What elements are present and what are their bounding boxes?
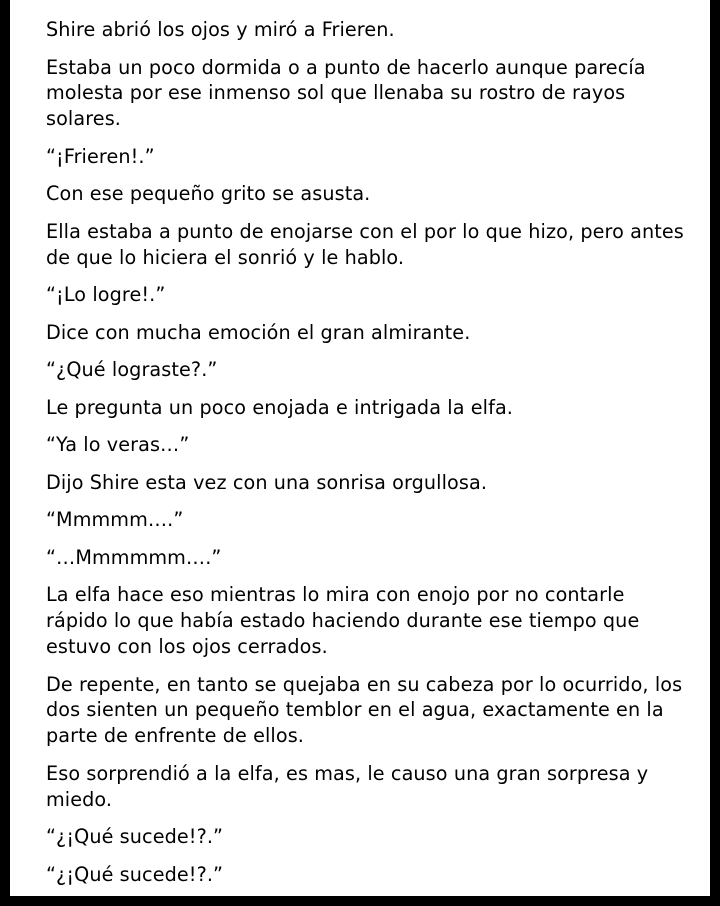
paragraph: “¡Frieren!.” [46,144,155,168]
paragraph: Shire abrió los ojos y miró a Frieren. [46,18,395,41]
paragraph: Dijo Shire esta vez con una sonrisa orgullosa. [46,470,488,494]
paragraph: “Ya lo veras…” [46,433,190,457]
paragraph: Eso sorprendió a la elfa, es mas, le causo una gran sorpresa y miedo. [46,761,649,811]
paragraph: Ella estaba a punto de enojarse con el por lo que hizo, pero antes de que lo hiciera el sonrió y le hablo. [46,219,684,269]
paragraph: “Mmmmm….” [46,508,184,532]
paragraph: “¡Lo logre!.” [46,283,166,307]
paragraph: La elfa hace eso mientras lo mira con enojo por no contarle rápido lo que había estado haciendo durante ese tiempo que estuvo con los ojos cerrados. [46,583,640,659]
paragraph: Le pregunta un poco enojada e intrigada la elfa. [46,395,513,419]
document-page [10,0,710,896]
paragraph: Estaba un poco dormida o a punto de hacerlo aunque parecía molesta por ese inmenso sol que llenaba su rostro de rayos solares. [46,55,646,131]
paragraph: Con ese pequeño grito se asusta. [46,182,371,206]
paragraph: “¿¡Qué sucede!?.” [46,825,224,849]
paragraph: Dice con mucha emoción el gran almirante. [46,320,471,344]
paragraph: “…Mmmmmm….” [46,545,222,569]
paragraph: “¿¡Qué sucede!?.” [46,862,224,886]
paragraph: De repente, en tanto se quejaba en su cabeza por lo ocurrido, los dos sienten un pequeño temblor en el agua, exactamente en la parte de enfrente de ellos. [46,672,683,748]
paragraph: “¿Qué lograste?.” [46,358,218,382]
